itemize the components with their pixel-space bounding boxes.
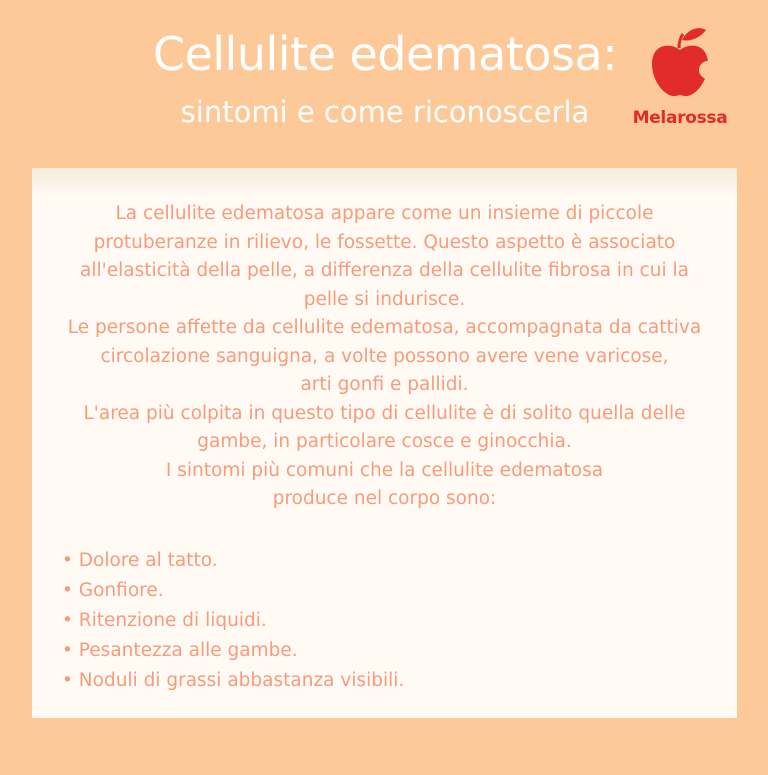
- list-item: • Ritenzione di liquidi.: [62, 606, 404, 636]
- symptom-list: [62, 546, 404, 696]
- page-subtitle: sintomi e come riconoscerla: [180, 95, 590, 129]
- text-line: protuberanze in rilievo, le fossette. Questo aspetto è associato: [93, 231, 676, 253]
- text-line: arti gonfi e pallidi.: [300, 374, 469, 395]
- brand-logo: [628, 26, 732, 136]
- list-item: • Noduli di grassi abbastanza visibili.: [62, 666, 404, 696]
- text-line: all'elasticità della pelle, a differenza della cellulite fibrosa in cui la: [80, 260, 689, 281]
- text-line: produce nel corpo sono:: [272, 488, 497, 509]
- card-shadow: [32, 168, 737, 196]
- brand-name: Melarossa: [632, 108, 728, 128]
- page-title: Cellulite edematosa:: [152, 27, 618, 81]
- description-text: [62, 200, 707, 514]
- list-item: • Gonfiore.: [62, 576, 404, 606]
- text-line: gambe, in particolare cosce e ginocchia.: [197, 431, 572, 452]
- text-line: circolazione sanguigna, a volte possono avere vene varicose,: [100, 345, 669, 367]
- list-item: • Dolore al tatto.: [62, 546, 404, 576]
- text-line: I sintomi più comuni che la cellulite edematosa: [165, 459, 604, 481]
- text-line: L'area più colpita in questo tipo di cellulite è di solito quella delle: [83, 402, 686, 424]
- text-line: La cellulite edematosa appare come un insieme di piccole: [115, 203, 654, 224]
- list-item: • Pesantezza alle gambe.: [62, 636, 404, 666]
- apple-icon: [648, 26, 712, 102]
- text-line: Le persone affette da cellulite edematosa, accompagnata da cattiva: [67, 317, 702, 338]
- content-card: [32, 168, 737, 718]
- text-line: pelle si indurisce.: [303, 288, 466, 310]
